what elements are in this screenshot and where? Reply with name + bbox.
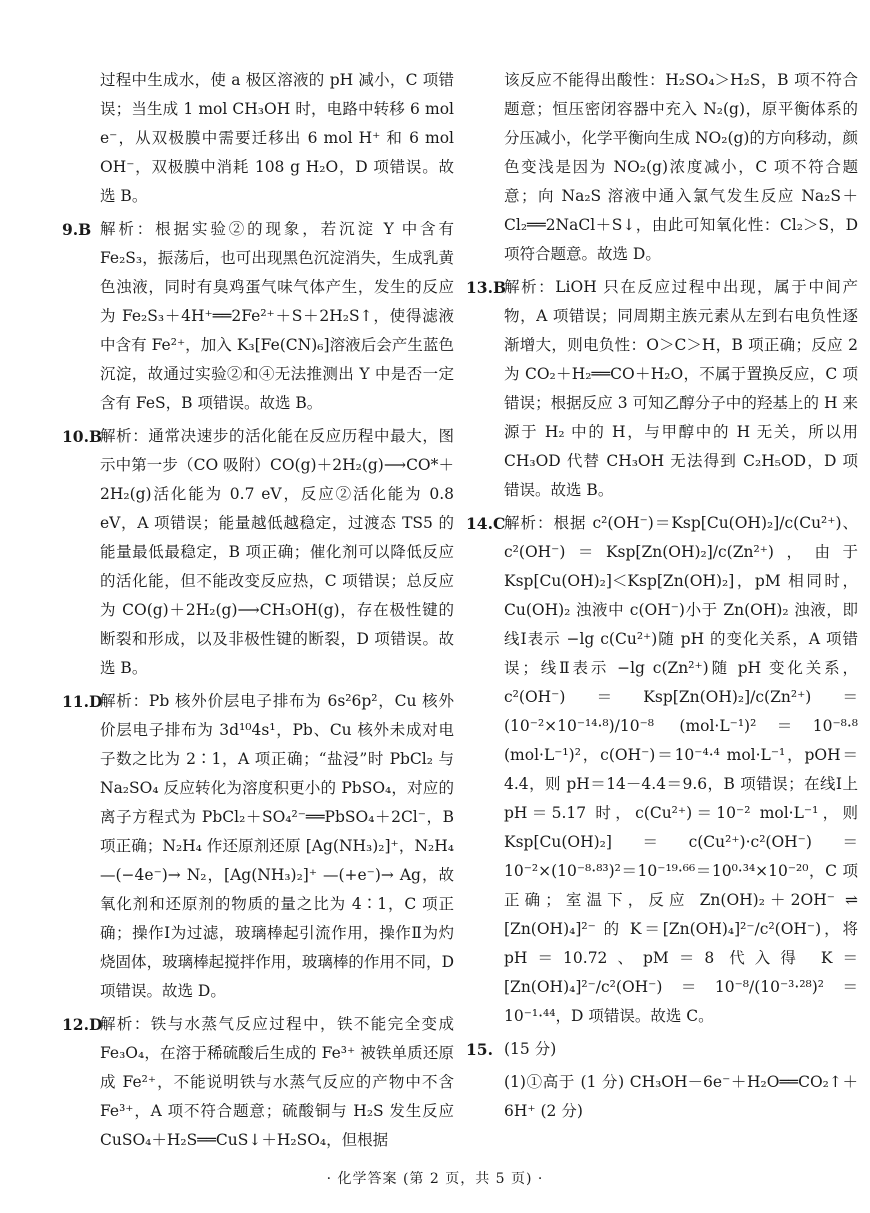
answer-15-number: 15. — [466, 1040, 493, 1059]
answer-10-text: 解析：通常决速步的活化能在反应历程中最大，图示中第一步（CO 吸附）CO(g)＋2H₂(g)⟶CO*＋2H₂(g)活化能为 0.7 eV，反应②活化能为 0.8 eV，A 项错误；能量越低越稳定，过渡态 TS5 的能量最低最稳定，B 项正确；催化剂可以降低反应的活化能，但不能改变反应热，C 项错误；总反应为 CO(g)＋2H₂(g)⟶CH₃OH(g)，存在极性键的断裂和形成，以及非极性键的断裂，D 项错误。故选 B。 — [100, 427, 454, 677]
answer-14-text: 解析：根据 c²(OH⁻)＝Ksp[Cu(OH)₂]/c(Cu²⁺)、c²(OH⁻)＝Ksp[Zn(OH)₂]/c(Zn²⁺)，由于 Ksp[Cu(OH)₂]＜Ksp[Zn(OH)₂]，pM 相同时，Cu(OH)₂ 浊液中 c(OH⁻)小于 Zn(OH)₂ 浊液，即线Ⅰ表示 −lg c(Cu²⁺)随 pH 的变化关系，A 项错误；线Ⅱ表示 −lg c(Zn²⁺)随 pH 变化关系，c²(OH⁻)＝Ksp[Zn(OH)₂]/c(Zn²⁺)＝(10⁻²×10⁻¹⁴·⁸)/10⁻⁸ (mol·L⁻¹)²＝10⁻⁸·⁸ (mol·L⁻¹)²，c(OH⁻)＝10⁻⁴·⁴ mol·L⁻¹，pOH＝4.4，则 pH＝14－4.4＝9.6，B 项错误；在线Ⅰ上 pH＝5.17 时，c(Cu²⁺)＝10⁻² mol·L⁻¹，则 Ksp[Cu(OH)₂]＝c(Cu²⁺)·c²(OH⁻)＝10⁻²×(10⁻⁸·⁸³)²＝10⁻¹⁹·⁶⁶＝10⁰·³⁴×10⁻²⁰，C 项正确；室温下，反应 Zn(OH)₂＋2OH⁻ ⇌ [Zn(OH)₄]²⁻ 的 K＝[Zn(OH)₄]²⁻/c²(OH⁻)，将 pH＝10.72、pM＝8 代入得 K＝[Zn(OH)₄]²⁻/c²(OH⁻)＝10⁻⁸/(10⁻³·²⁸)²＝10⁻¹·⁴⁴，D 项错误。故选 C。 — [504, 514, 858, 1025]
answer-12-continued: 该反应不能得出酸性：H₂SO₄＞H₂S，B 项不符合题意；恒压密闭容器中充入 N₂(g)，原平衡体系的分压减小，化学平衡向生成 NO₂(g)的方向移动，颜色变浅是因为 NO₂(g)浓度减小，C 项不符合题意；向 Na₂S 溶液中通入氯气发生反应 Na₂S＋Cl₂══2NaCl＋S↓，由此可知氧化性：Cl₂＞S，D 项符合题意。故选 D。 — [504, 71, 858, 263]
answer-15 — [466, 1035, 858, 1064]
answer-12 — [62, 1010, 454, 1155]
answer-13 — [466, 273, 858, 505]
answer-10-number: 10.B — [62, 427, 103, 446]
answer-9-text: 解析：根据实验②的现象，若沉淀 Y 中含有 Fe₂S₃，振荡后，也可出现黑色沉淀消失，生成乳黄色浊液，同时有臭鸡蛋气味气体产生，发生的反应为 Fe₂S₃＋4H⁺══2Fe²⁺＋S＋2H₂S↑，使得滤液中含有 Fe²⁺，加入 K₃[Fe(CN)₆]溶液后会产生蓝色沉淀，故通过实验②和④无法推测出 Y 中是否一定含有 FeS，B 项错误。故选 B。 — [100, 220, 454, 412]
answer-15-part1: (1)①高于 (1 分) CH₃OH－6e⁻＋H₂O══CO₂↑＋6H⁺ (2 分) — [504, 1073, 858, 1120]
right-column — [466, 66, 858, 1130]
answer-9 — [62, 215, 454, 418]
answer-12-text: 解析：铁与水蒸气反应过程中，铁不能完全变成 Fe₃O₄，在溶于稀硫酸后生成的 Fe³⁺ 被铁单质还原成 Fe²⁺，不能说明铁与水蒸气反应的产物中不含 Fe³⁺，A 项不符合题意；硫酸铜与 H₂S 发生反应 CuSO₄＋H₂S══CuS↓＋H₂SO₄，但根据 — [100, 1015, 454, 1149]
answer-11-number: 11.D — [62, 692, 103, 711]
answer-9-number: 9.B — [62, 220, 92, 239]
answer-13-text: 解析：LiOH 只在反应过程中出现，属于中间产物，A 项错误；同周期主族元素从左到右电负性逐渐增大，则电负性：O＞C＞H，B 项正确；反应 2 为 CO₂＋H₂══CO＋H₂O，不属于置换反应，C 项错误；根据反应 3 可知乙醇分子中的羟基上的 H 来源于 H₂ 中的 H，与甲醇中的 H 无关，所以用 CH₃OD 代替 CH₃OH 无法得到 C₂H₅OD，D 项错误。故选 B。 — [504, 278, 858, 499]
page-footer: · 化学答案 (第 2 页，共 5 页) · — [326, 1171, 544, 1187]
answer-12-number: 12.D — [62, 1015, 103, 1034]
answer-11-text: 解析：Pb 核外价层电子排布为 6s²6p²，Cu 核外价层电子排布为 3d¹⁰4s¹，Pb、Cu 核外未成对电子数之比为 2∶1，A 项正确；“盐浸”时 PbCl₂ 与 Na₂SO₄ 反应转化为溶度积更小的 PbSO₄，对应的离子方程式为 PbCl₂＋SO₄²⁻══PbSO₄＋2Cl⁻，B 项正确；N₂H₄ 作还原剂还原 [Ag(NH₃)₂]⁺，N₂H₄ —(−4e⁻)→ N₂，[Ag(NH₃)₂]⁺ —(+e⁻)→ Ag，故氧化剂和还原剂的物质的量之比为 4∶1，C 项正确；操作Ⅰ为过滤，玻璃棒起引流作用，操作Ⅱ为灼烧固体，玻璃棒起搅拌作用，玻璃棒的作用不同，D 项错误。故选 D。 — [100, 692, 454, 1000]
intro-paragraph: 过程中生成水，使 a 极区溶液的 pH 减小，C 项错误；当生成 1 mol CH₃OH 时，电路中转移 6 mol e⁻，从双极膜中需要迁移出 6 mol H⁺ 和 6 mol OH⁻，双极膜中消耗 108 g H₂O，D 项错误。故选 B。 — [100, 71, 454, 205]
answer-15-score: (15 分) — [504, 1040, 557, 1058]
left-column — [62, 66, 454, 1159]
answer-11 — [62, 687, 454, 1006]
answer-14-number: 14.C — [466, 514, 506, 533]
answer-14 — [466, 509, 858, 1031]
answer-13-number: 13.B — [466, 278, 507, 297]
answer-10 — [62, 422, 454, 683]
